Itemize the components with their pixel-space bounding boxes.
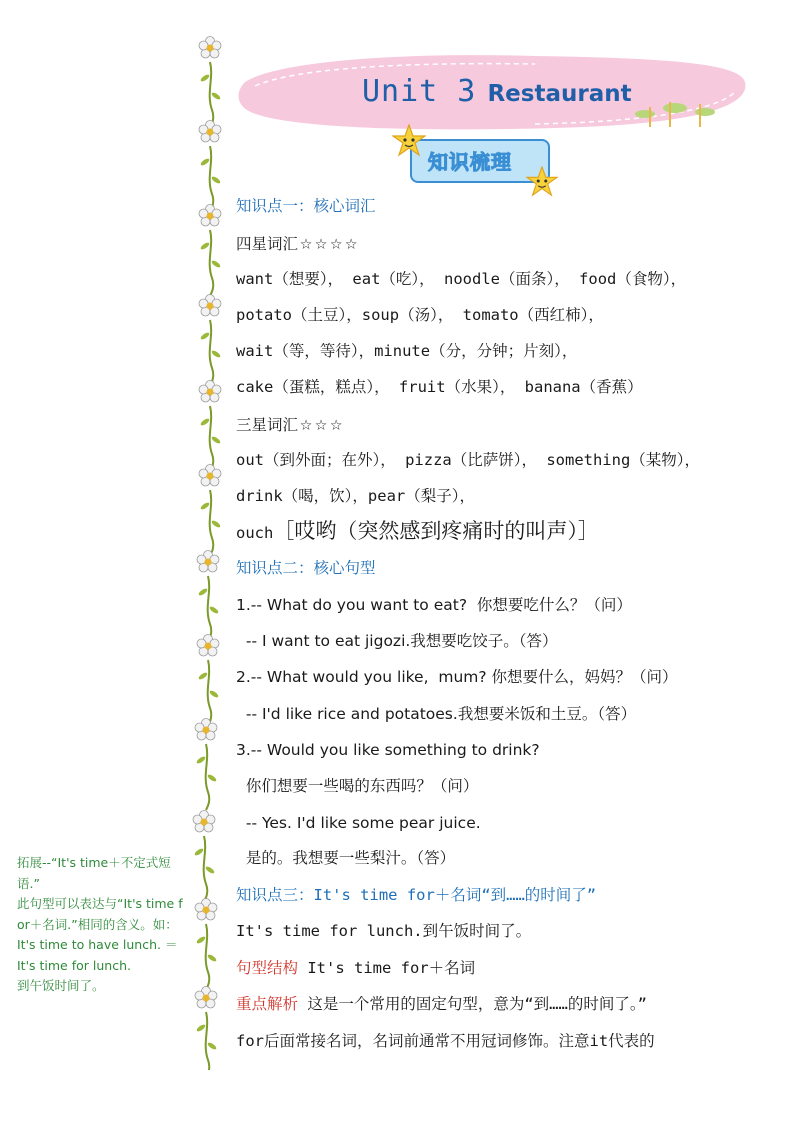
star-face-icon bbox=[392, 124, 426, 158]
extension-side-note: 拓展--“It's time＋不定式短语.” 此句型可以表达与“It's time for＋名词.”相同的含义。如： It's time to have lunch. ＝ It's time for lunch. 到午饭时间了。 bbox=[17, 855, 183, 993]
section-heading-vocab: 知识点一：核心词汇 bbox=[236, 197, 376, 215]
sentence-line: 是的。我想要一些梨汁。（答） bbox=[236, 849, 456, 867]
star-face-icon bbox=[526, 166, 558, 198]
vocab-line: want（想要）， eat（吃）， noodle（面条）， food（食物）， bbox=[236, 270, 687, 288]
structure-line bbox=[236, 958, 475, 978]
analysis-label: 重点解析 bbox=[236, 995, 299, 1013]
analysis-line-2: for后面常接名词，名词前通常不用冠词修饰。注意it代表的 bbox=[236, 1032, 655, 1050]
structure-text: It's time for＋名词 bbox=[298, 959, 476, 977]
sentence-line: -- I want to eat jigozi.我想要吃饺子。（答） bbox=[236, 632, 558, 650]
vocab-line-ouch bbox=[236, 521, 599, 543]
three-star-icons: ☆☆☆ bbox=[300, 411, 346, 435]
flower-vine-decoration bbox=[190, 30, 230, 1070]
three-star-label: 三星词汇 bbox=[236, 416, 299, 434]
four-star-label: 四星词汇 bbox=[236, 235, 299, 253]
sentence-line: -- Yes. I'd like some pear juice. bbox=[236, 814, 481, 832]
sentence-line: 1.-- What do you want to eat? 你想要吃什么？（问） bbox=[236, 596, 632, 614]
ouch-word: ouch bbox=[236, 524, 274, 542]
four-star-icons: ☆☆☆☆ bbox=[300, 230, 361, 254]
analysis-text: 这是一个常用的固定句型，意为“到……的时间了。” bbox=[298, 995, 647, 1013]
four-star-vocab-label bbox=[236, 232, 360, 254]
vocab-line: drink（喝，饮），pear（梨子）， bbox=[236, 487, 475, 505]
three-star-vocab-label bbox=[236, 413, 345, 435]
sentence-line: 你们想要一些喝的东西吗？（问） bbox=[236, 777, 479, 795]
sentence-line: 3.-- Would you like something to drink? bbox=[236, 741, 540, 759]
badge-label: 知识梳理 bbox=[428, 150, 512, 174]
section-heading-sentences: 知识点二：核心句型 bbox=[236, 559, 376, 577]
vocab-line: wait（等，等待），minute（分，分钟；片刻）， bbox=[236, 342, 578, 360]
sentence-line: 2.-- What would you like, mum? 你想要什么，妈妈？（问） bbox=[236, 668, 678, 686]
ouch-meaning: ［哎哟（突然感到疼痛时的叫声）］ bbox=[273, 519, 599, 543]
title-unit: Unit 3 bbox=[362, 74, 477, 109]
vocab-line: out（到外面；在外）， pizza（比萨饼）， something（某物）， bbox=[236, 451, 701, 469]
sentence-line: -- I'd like rice and potatoes.我想要米饭和土豆。（答） bbox=[236, 705, 637, 723]
section-heading-its-time: 知识点三：It's time for＋名词“到……的时间了” bbox=[236, 886, 597, 904]
title-restaurant: Restaurant bbox=[487, 81, 632, 107]
structure-label: 句型结构 bbox=[236, 959, 299, 977]
analysis-line bbox=[236, 994, 647, 1014]
page-title bbox=[362, 74, 632, 109]
example-sentence: It's time for lunch.到午饭时间了。 bbox=[236, 922, 532, 940]
vocab-line: potato（土豆），soup（汤）， tomato（西红柿）， bbox=[236, 306, 604, 324]
vocab-line: cake（蛋糕，糕点）， fruit（水果）， banana（香蕉） bbox=[236, 378, 643, 396]
